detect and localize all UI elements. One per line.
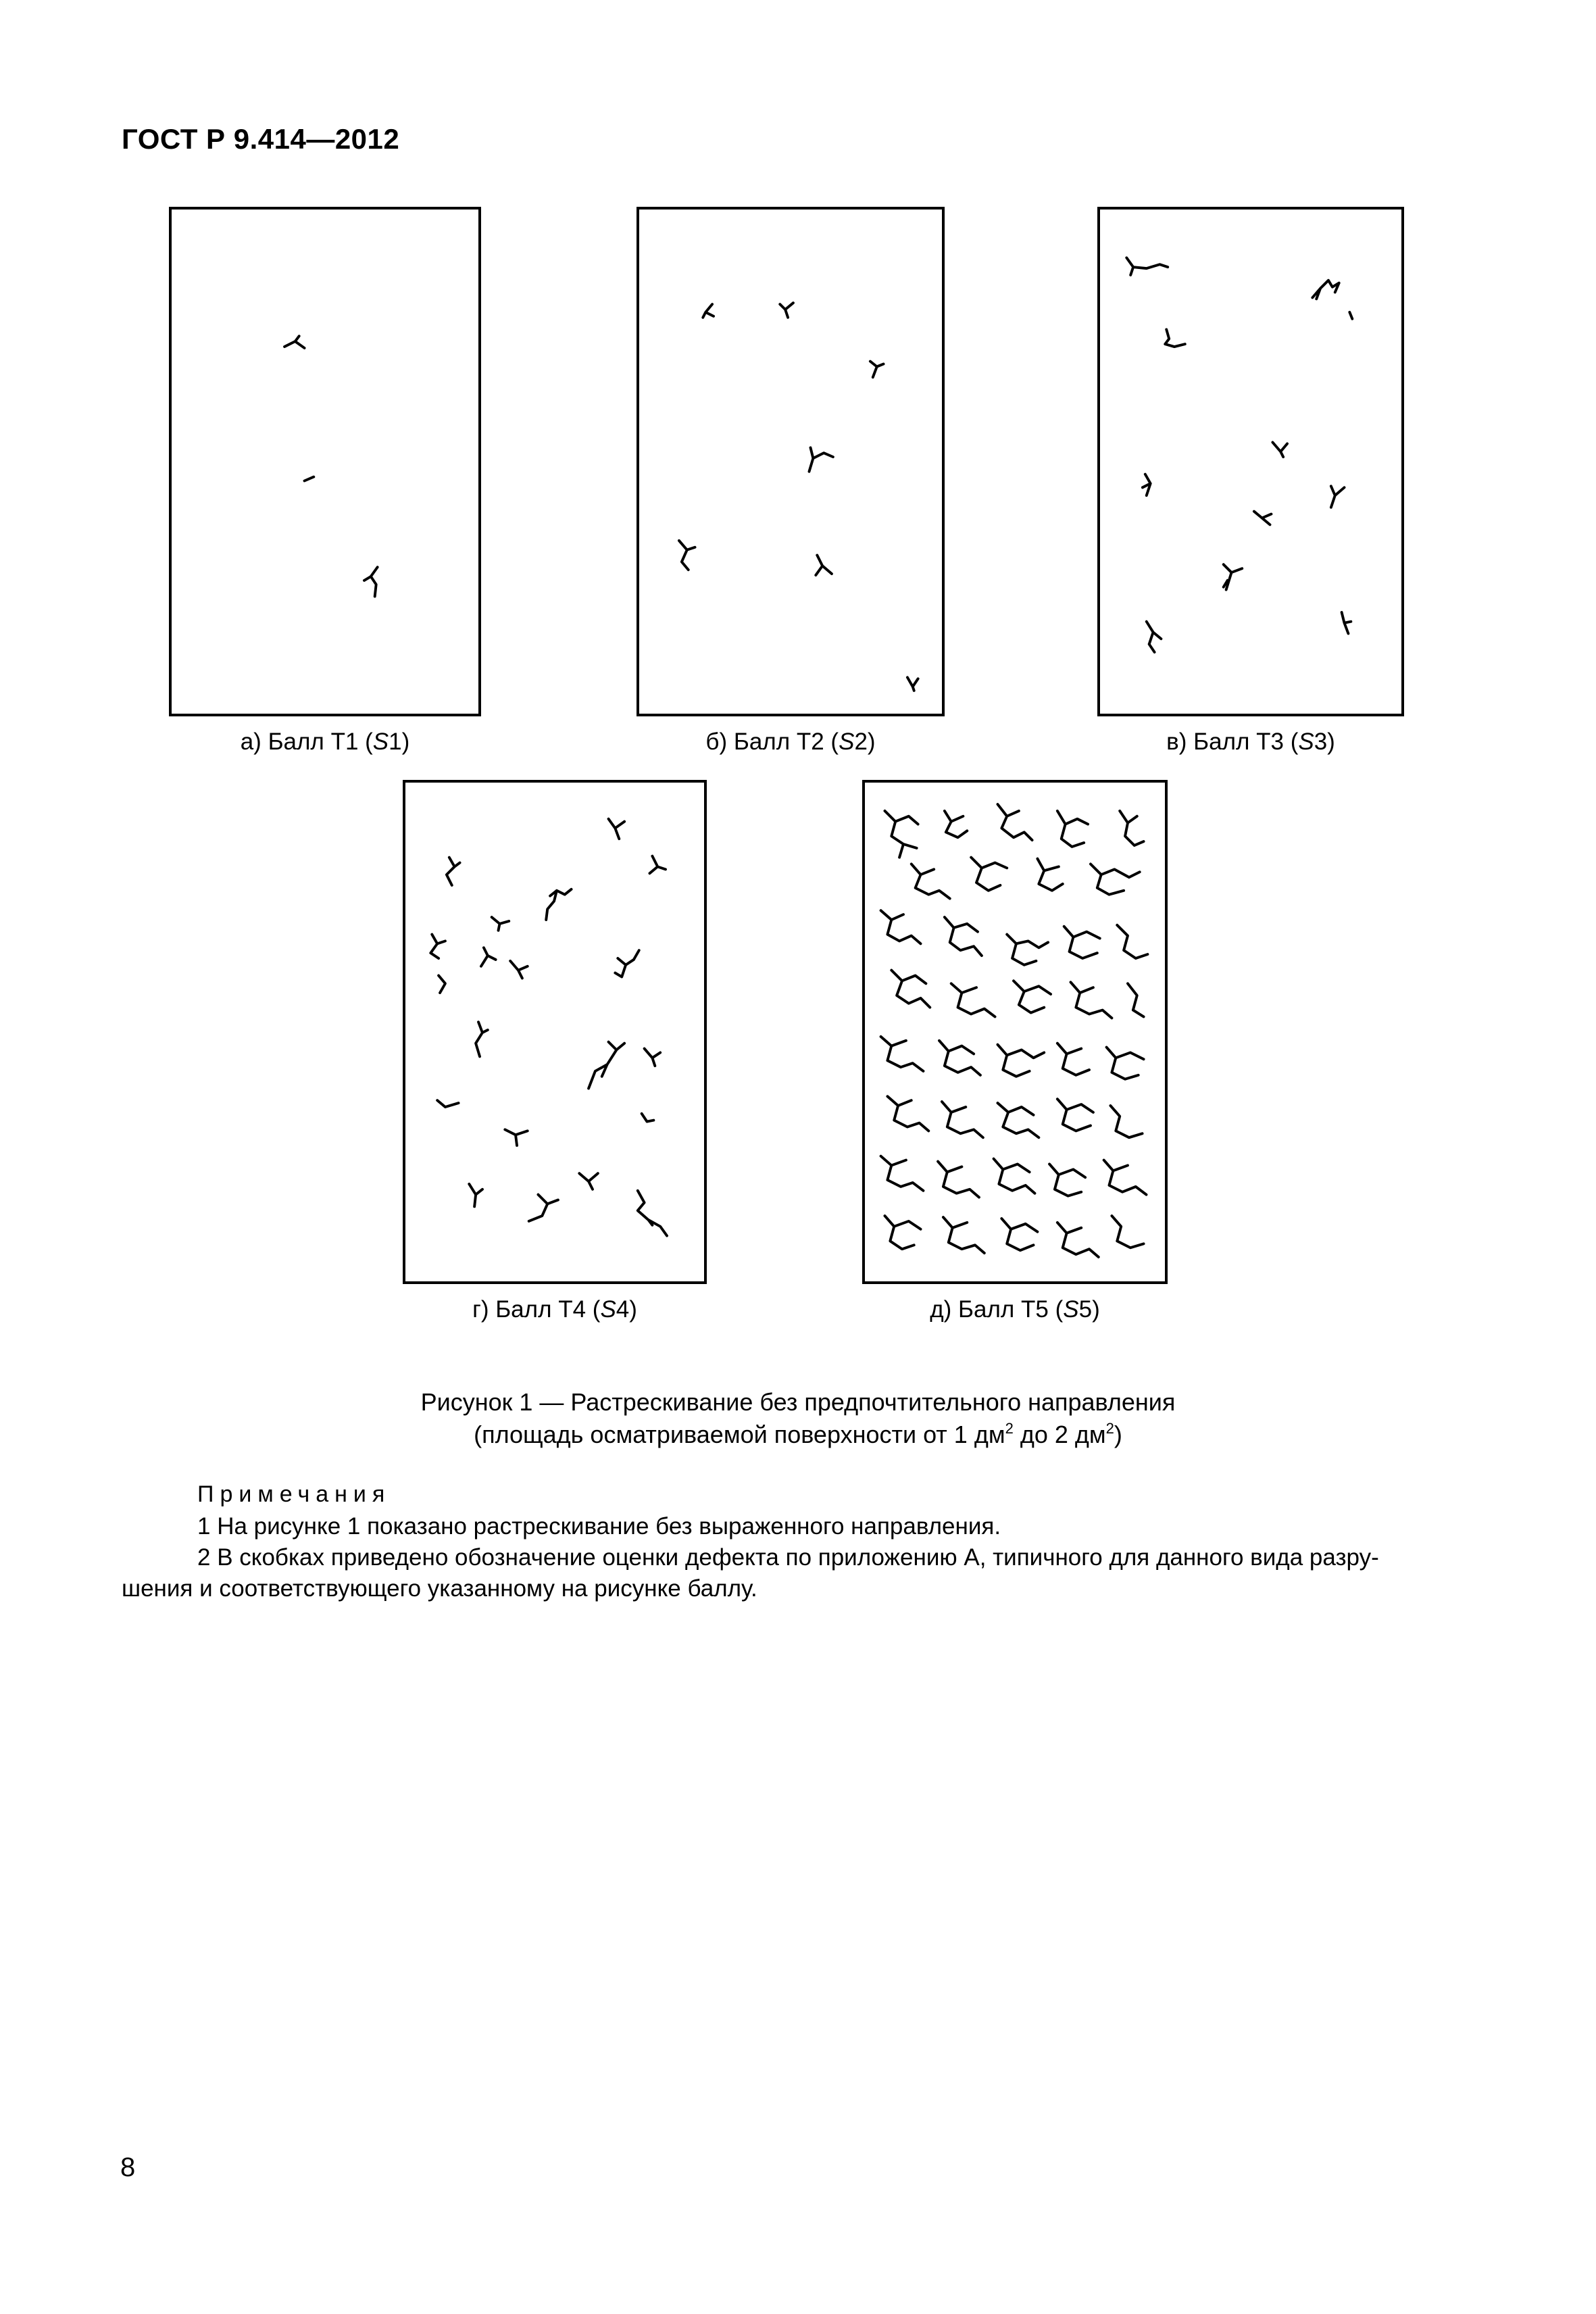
crack-pattern-t2 [639,210,942,714]
figure-caption-line1: Рисунок 1 — Растрескивание без предпочтительного направления [420,1388,1176,1416]
crack-sample-t2 [637,207,945,716]
caption-t4: г) Балл Т4 (S4) [472,1296,637,1323]
notes-title: Примечания [197,1481,391,1507]
caption-t1: а) Балл Т1 (S1) [240,729,410,755]
crack-pattern-t1 [172,210,478,714]
figure-caption-line2: (площадь осматриваемой поверхности от 1 $дм^2$ до 2 $дм^2$) [474,1420,1122,1448]
crack-pattern-t3 [1100,210,1401,714]
note-2-line1: 2 В скобках приведено обозначение оценки дефекта по приложению А, типичного для данного вида разру- [197,1544,1379,1571]
crack-sample-t1 [169,207,481,716]
caption-t5: д) Балл Т5 (S5) [930,1296,1100,1323]
crack-sample-t3 [1097,207,1404,716]
caption-t3: в) Балл Т3 (S3) [1166,729,1335,755]
note-2-line2: шения и соответствующего указанному на рисунке баллу. [122,1575,757,1602]
page-number: 8 [120,2152,136,2182]
crack-pattern-t5 [865,783,1165,1281]
note-1: 1 На рисунке 1 показано растрескивание без выраженного направления. [197,1513,1001,1540]
crack-sample-t5 [862,780,1168,1284]
caption-t2: б) Балл Т2 (S2) [705,729,876,755]
crack-pattern-t4 [405,783,704,1281]
crack-sample-t4 [403,780,707,1284]
document-header: ГОСТ Р 9.414—2012 [122,123,400,155]
